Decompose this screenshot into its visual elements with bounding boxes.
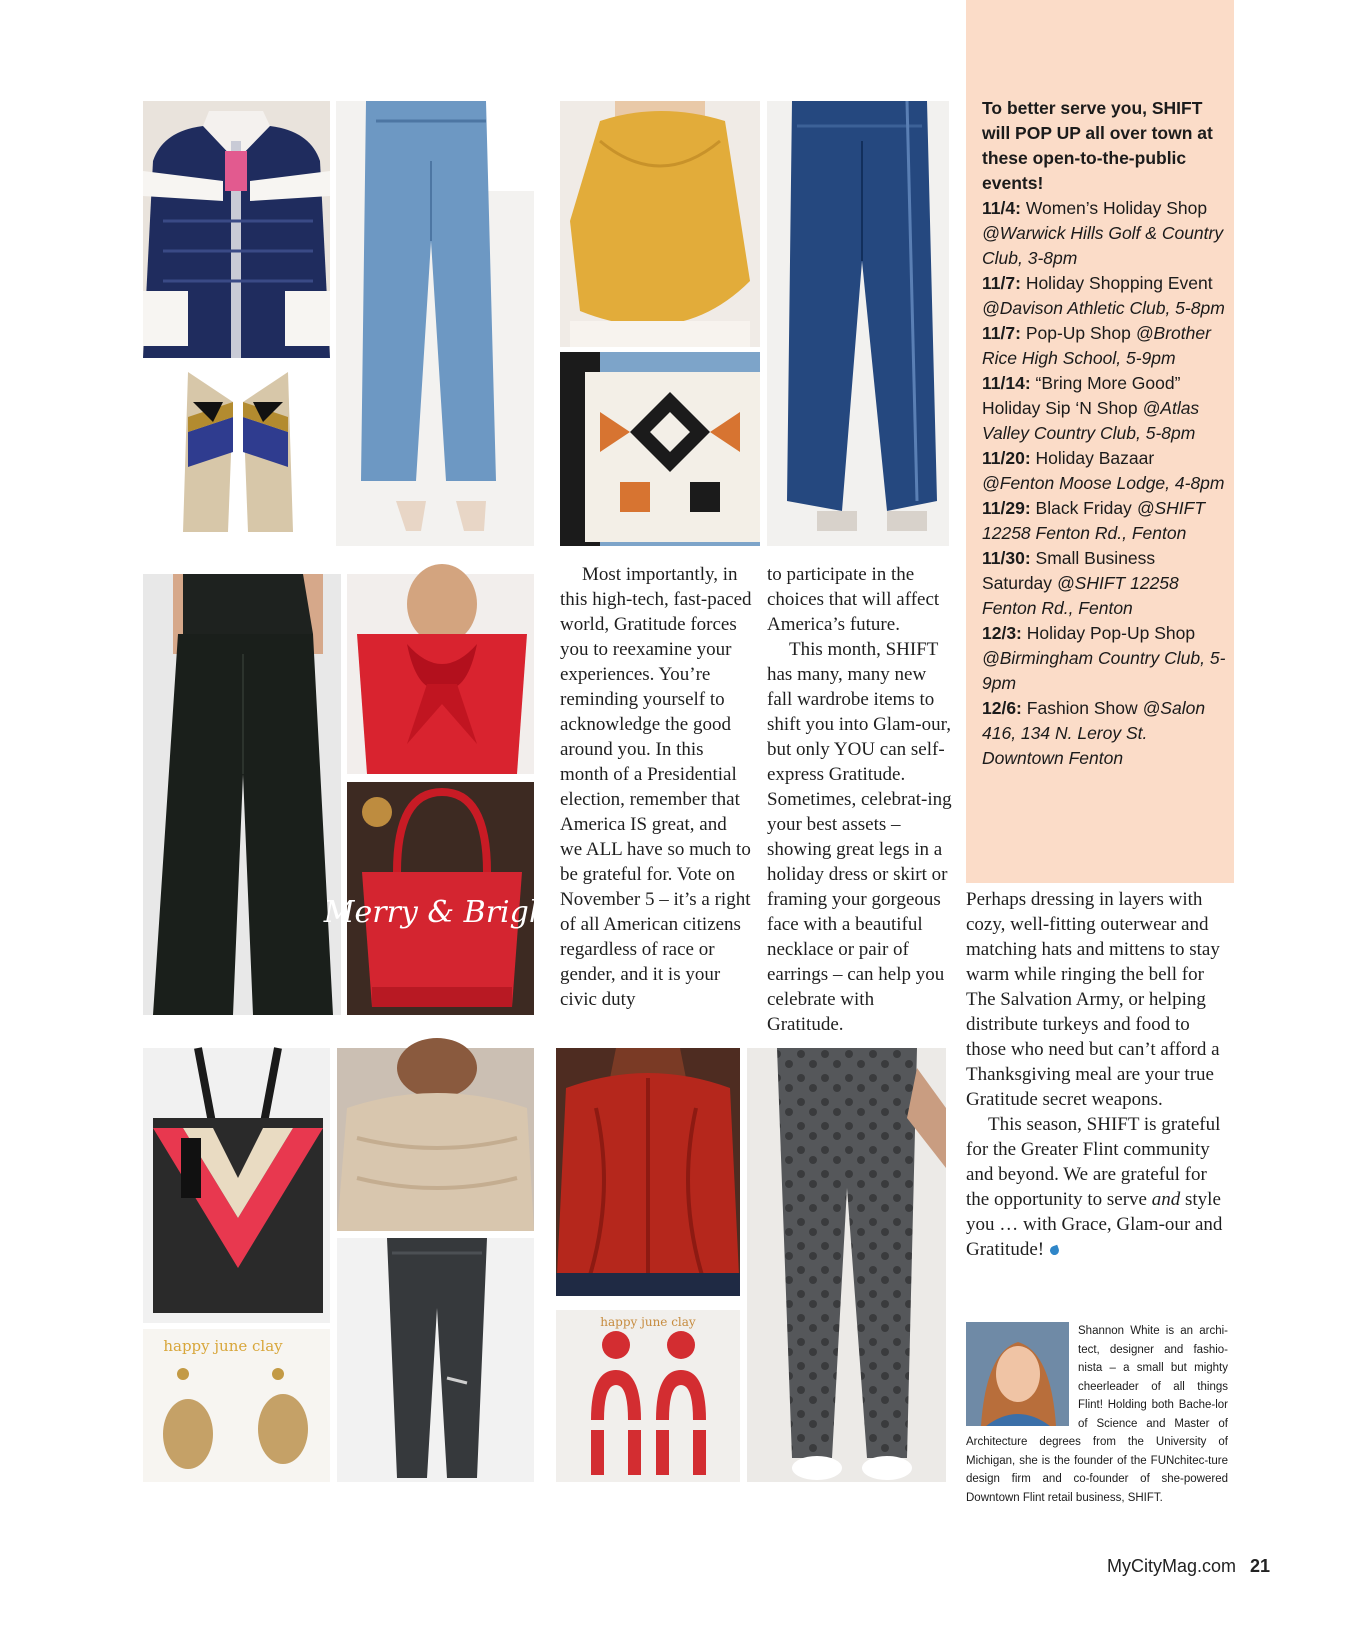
article-col2-paragraph-1: to participate in the choices that will affect America’s future. bbox=[767, 564, 940, 635]
page-footer bbox=[1107, 1556, 1270, 1577]
footer-site: MyCityMag.com bbox=[1106, 1556, 1236, 1576]
event-venue: @Brother Rice High School, 5-9pm bbox=[982, 323, 1211, 368]
event-item bbox=[982, 546, 1227, 621]
photo-black-jeans bbox=[337, 1238, 534, 1482]
end-mark-icon bbox=[1049, 1245, 1061, 1257]
event-name: “Bring More Good” Holiday Sip ‘N Shop bbox=[982, 373, 1181, 418]
event-date: 11/30: bbox=[982, 548, 1031, 568]
author-headshot bbox=[966, 1322, 1069, 1426]
photo-aztec-tote bbox=[143, 1048, 330, 1323]
event-date: 11/7: bbox=[982, 273, 1021, 293]
event-name: Fashion Show bbox=[1026, 698, 1138, 718]
events-list bbox=[982, 96, 1227, 771]
page-number: 21 bbox=[1249, 1556, 1270, 1576]
events-intro: To better serve you, SHIFT will POP UP all over town at these open-to-the-public events! bbox=[982, 98, 1213, 193]
photo-knit-sweater bbox=[337, 1048, 534, 1231]
col3-text-b: style you … with Grace, Glam-our and Gratitude! bbox=[966, 1189, 1223, 1260]
event-item bbox=[982, 321, 1227, 371]
article-col3-paragraph-1: Perhaps dressing in layers with cozy, well-fitting outerwear and matching hats and mittens to stay warm while ringing the bell for The Salvation Army, or helping distribute turkeys and food to those who need but can’t afford a Thanksgiving meal are your true Gratitude secret weapons. bbox=[966, 889, 1220, 1110]
event-name: Pop-Up Shop bbox=[1025, 323, 1131, 343]
event-name: Holiday Bazaar bbox=[1035, 448, 1155, 468]
event-date: 12/6: bbox=[982, 698, 1022, 718]
event-venue: @Fenton Moose Lodge, 4-8pm bbox=[982, 473, 1225, 493]
photo-beaded-clutch bbox=[560, 352, 760, 546]
event-venue: @SHIFT 12258 Fenton Rd., Fenton bbox=[982, 498, 1206, 543]
article-column-2 bbox=[767, 562, 953, 1037]
event-item bbox=[982, 371, 1227, 446]
red-card-text: happy june clay bbox=[600, 1315, 696, 1329]
photo-red-earrings bbox=[556, 1310, 740, 1482]
event-item bbox=[982, 271, 1227, 321]
article-col2-paragraph-2: This month, SHIFT has many, many new fall wardrobe items to shift you into Glam-our, but only YOU can self-express Gratitude. Sometimes, celebrat-ing your best assets – showing great legs in a holiday dress or skirt or framing your gorgeous face with a beautiful necklace or pair of earrings – can help you celebrate with Gratitude. bbox=[767, 639, 952, 1035]
event-date: 12/3: bbox=[982, 623, 1022, 643]
event-item bbox=[982, 446, 1227, 496]
event-venue: @Atlas Valley Country Club, 5-8pm bbox=[982, 398, 1200, 443]
photo-gold-earrings bbox=[143, 1329, 330, 1482]
event-item bbox=[982, 696, 1227, 771]
photo-red-blouse bbox=[556, 1048, 740, 1296]
col3-text-em: and bbox=[1151, 1189, 1181, 1210]
gold-card-text: happy june clay bbox=[163, 1337, 283, 1355]
col3-text-a: This season, SHIFT is grateful for the Greater Flint community and beyond. We are grateful for the opportunity to serve bbox=[966, 1114, 1221, 1210]
article-column-3 bbox=[966, 887, 1226, 1262]
author-bio bbox=[966, 1322, 1228, 1507]
photo-mustard-poncho bbox=[560, 101, 760, 347]
events-sidebar bbox=[966, 0, 1234, 883]
event-date: 11/4: bbox=[982, 198, 1021, 218]
event-venue: @Salon 416, 134 N. Leroy St. Downtown Fenton bbox=[982, 698, 1206, 768]
tote-text: Merry & Bright bbox=[323, 895, 561, 930]
event-date: 11/14: bbox=[982, 373, 1031, 393]
event-name: Black Friday bbox=[1035, 498, 1132, 518]
article-col3-paragraph-2 bbox=[966, 1112, 1226, 1262]
event-name: Small Business Saturday bbox=[982, 548, 1156, 593]
event-date: 11/7: bbox=[982, 323, 1021, 343]
event-item bbox=[982, 621, 1227, 696]
photo-bootcut-jeans bbox=[767, 101, 949, 546]
photo-leopard-jeans bbox=[747, 1048, 946, 1482]
event-date: 11/20: bbox=[982, 448, 1031, 468]
photo-beaded-earrings bbox=[143, 362, 330, 546]
event-item bbox=[982, 196, 1227, 271]
event-venue: @Davison Athletic Club, 5-8pm bbox=[982, 298, 1225, 318]
photo-red-bow-top bbox=[347, 574, 534, 774]
event-name: Holiday Pop-Up Shop bbox=[1026, 623, 1196, 643]
photo-black-pants bbox=[143, 574, 341, 1015]
event-name: Women’s Holiday Shop bbox=[1025, 198, 1208, 218]
event-venue: @Warwick Hills Golf & Country Club, 3-8pm bbox=[982, 223, 1224, 268]
event-venue: @Birmingham Country Club, 5-9pm bbox=[982, 648, 1226, 693]
article-col1-paragraph: Most importantly, in this high-tech, fast-paced world, Gratitude forces you to reexamine your experiences. You’re reminding yourself to acknowledge the good around you. In this month of a Presidential election, remember that America IS great, and we ALL have so much to be grateful for. Vote on November 5 – it’s a right of all American citizens regardless of race or gender, and it is your civic duty bbox=[560, 564, 752, 1010]
event-date: 11/29: bbox=[982, 498, 1031, 518]
photo-wide-jeans bbox=[336, 101, 534, 546]
event-name: Holiday Shopping Event bbox=[1025, 273, 1213, 293]
bio-text: Shannon White is an archi-tect, designer and fashio-nista – a small but mighty cheerleader of all things Flint! Holding both Bache-lor of Science and Master of Architecture degrees from the University of Michigan, she is the founder of the FUNchitec-ture design firm and co-founder of she-powered Downtown Flint retail business, SHIFT. bbox=[966, 1325, 1228, 1504]
photo-red-tote bbox=[323, 782, 561, 1015]
article-column-1 bbox=[560, 562, 753, 1012]
event-venue: @SHIFT 12258 Fenton Rd., Fenton bbox=[982, 573, 1179, 618]
photo-puffer-jacket bbox=[143, 101, 330, 358]
event-item bbox=[982, 496, 1227, 546]
